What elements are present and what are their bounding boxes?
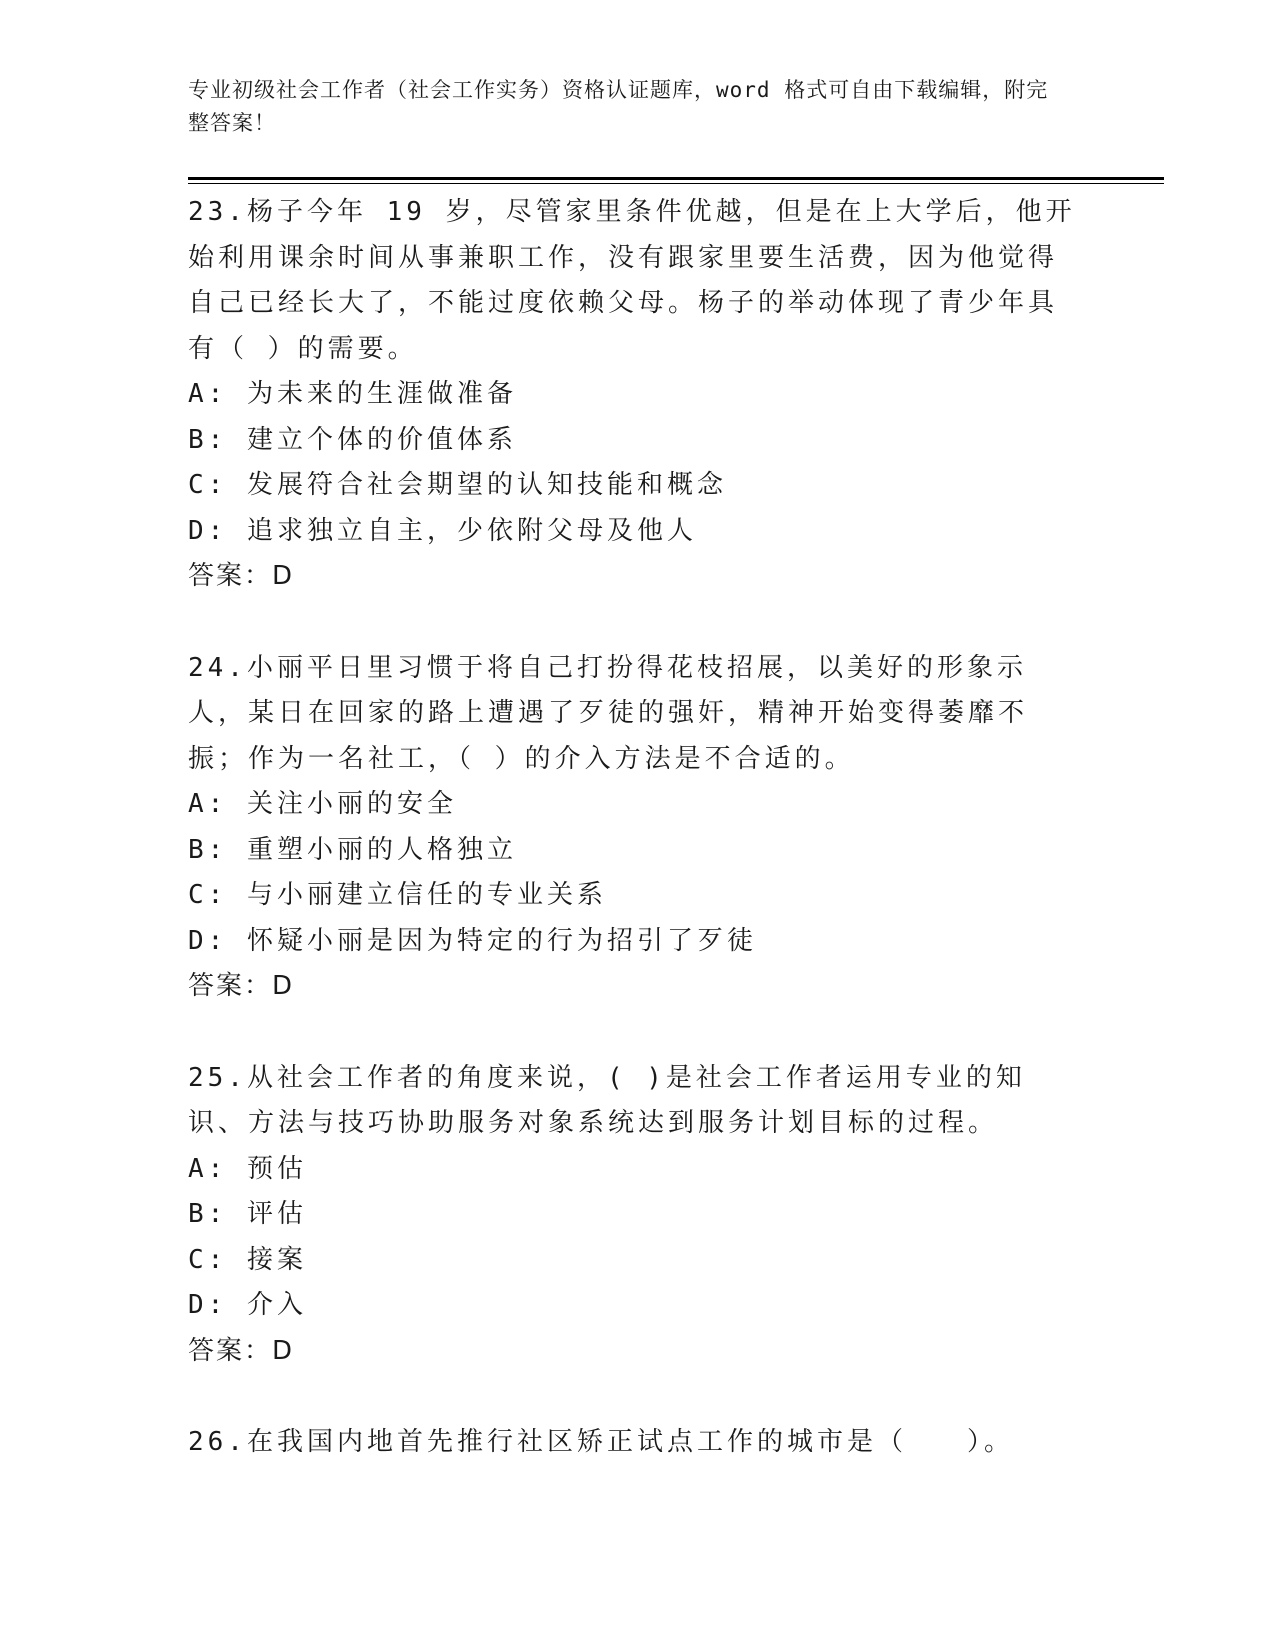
option-a: A: 关注小丽的安全 bbox=[188, 789, 457, 819]
option-b: B: 重塑小丽的人格独立 bbox=[188, 834, 517, 865]
option-d: D: 怀疑小丽是因为特定的行为招引了歹徒 bbox=[188, 925, 757, 956]
question-list bbox=[188, 190, 1088, 1512]
option-c: C: 与小丽建立信任的专业关系 bbox=[188, 880, 607, 910]
header-rule-thin bbox=[188, 183, 1164, 184]
question-23 bbox=[188, 190, 1088, 600]
question-24 bbox=[188, 646, 1088, 1010]
question-text: 25.从社会工作者的角度来说，( )是社会工作者运用专业的知识、方法与技巧协助服务对象系统达到服务计划目标的过程。 bbox=[188, 1062, 1026, 1138]
option-b: B: 建立个体的价值体系 bbox=[188, 424, 517, 455]
header-rule-thick bbox=[188, 177, 1164, 180]
question-text: 24.小丽平日里习惯于将自己打扮得花枝招展，以美好的形象示人，某日在回家的路上遭遇了歹徒的强奸，精神开始变得萎靡不振；作为一名社工，（ ）的介入方法是不合适的。 bbox=[188, 652, 1029, 774]
option-d: D: 介入 bbox=[188, 1290, 307, 1320]
question-25 bbox=[188, 1056, 1088, 1375]
option-c: C: 接案 bbox=[188, 1244, 307, 1275]
answer: 答案：D bbox=[188, 1335, 295, 1366]
question-text: 26.在我国内地首先推行社区矫正试点工作的城市是（ ）。 bbox=[188, 1427, 1014, 1457]
answer: 答案：D bbox=[188, 971, 295, 1001]
question-26 bbox=[188, 1420, 1088, 1466]
answer: 答案：D bbox=[188, 561, 295, 591]
option-a: A: 预估 bbox=[188, 1153, 307, 1184]
option-c: C: 发展符合社会期望的认知技能和概念 bbox=[188, 470, 727, 500]
option-d: D: 追求独立自主，少依附父母及他人 bbox=[188, 515, 697, 546]
option-b: B: 评估 bbox=[188, 1199, 307, 1229]
question-text: 23.杨子今年 19 岁，尽管家里条件优越，但是在上大学后，他开始利用课余时间从事兼职工作，没有跟家里要生活费，因为他觉得自己已经长大了，不能过度依赖父母。杨子的举动体现了青少年具有（ ）的需要。 bbox=[188, 197, 1076, 364]
document-header: 专业初级社会工作者（社会工作实务）资格认证题库，word 格式可自由下载编辑，附完整答案！ bbox=[188, 78, 1049, 135]
option-a: A: 为未来的生涯做准备 bbox=[188, 379, 517, 409]
